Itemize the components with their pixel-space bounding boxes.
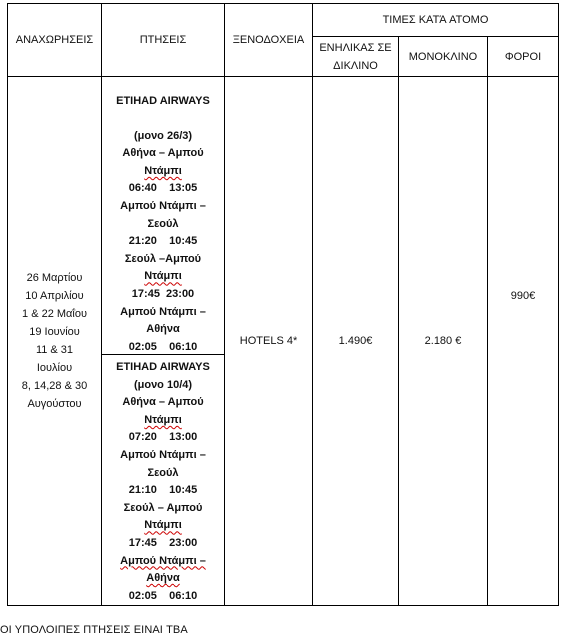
flight-times: 21:20 10:45 <box>128 235 198 248</box>
header-taxes: ΦΟΡΟΙ <box>488 37 559 77</box>
flight-times: 21:10 10:45 <box>128 484 198 497</box>
flight-times: 07:20 13:00 <box>128 431 198 444</box>
departure-date-line: Αυγούστου <box>27 398 82 410</box>
departure-date-line: 11 & 31 <box>35 344 74 356</box>
flight-times: 17:45 23:00 <box>131 287 195 300</box>
adult-double-price: 1.490€ <box>313 77 399 606</box>
flight-times: 17:45 23:00 <box>128 536 198 549</box>
route-line: Σεούλ –Αμπού <box>124 252 202 265</box>
airline-name: ETIHAD AIRWAYS <box>116 95 210 107</box>
hotel-cell: HOTELS 4* <box>225 77 313 606</box>
header-departures: ΑΝΑΧΩΡΗΣΕΙΣ <box>8 4 102 77</box>
flight-times: 06:40 13:05 <box>128 182 198 195</box>
route-line: Αθήνα <box>146 572 180 585</box>
header-single: ΜΟΝΟΚΛΙΝΟ <box>399 37 488 77</box>
flight-block <box>102 77 224 355</box>
departure-date-line: Ιουλίου <box>36 362 73 374</box>
flight-note: (μονο 10/4) <box>133 378 193 391</box>
route-line: Σεούλ – Αμπού <box>123 501 203 514</box>
departure-date-line: 1 & 22 Μαΐου <box>22 308 87 320</box>
flight-block <box>102 355 224 605</box>
header-flights: ΠΤΗΣΕΙΣ <box>102 4 225 77</box>
route-line: Αθήνα – Αμπού <box>122 396 204 409</box>
departure-date-line: 8, 14,28 & 30 <box>21 380 88 392</box>
header-prices-per-person: ΤΙΜΕΣ ΚΑΤΆ ΑΤΟΜΟ <box>313 4 559 37</box>
taxes-price: 990€ <box>510 290 536 302</box>
route-line: Αμπού Ντάμπι – <box>120 554 206 567</box>
route-line: Αμπού Ντάμπι – <box>120 305 206 318</box>
route-line: Σεούλ <box>147 217 179 230</box>
header-adult-double: ΕΝΗΛΙΚΑΣ ΣΕ ΔΙΚΛΙΝΟ <box>313 37 399 77</box>
route-line: Ντάμπι <box>144 519 182 532</box>
pricing-table <box>7 3 559 606</box>
route-line: Αμπού Ντάμπι – <box>120 448 206 461</box>
route-line: Σεούλ <box>147 466 179 479</box>
route-line: Αμπού Ντάμπι – <box>120 199 206 212</box>
route-line: Ντάμπι <box>144 270 182 283</box>
departure-dates-cell <box>8 77 102 606</box>
airline-name: ETIHAD AIRWAYS <box>116 361 210 373</box>
flights-cell <box>102 77 225 606</box>
flight-times: 02:05 06:10 <box>128 340 198 353</box>
departure-date-line: 10 Απριλίου <box>25 290 84 302</box>
single-price: 2.180 € <box>399 77 488 606</box>
route-line: Ντάμπι <box>144 164 182 177</box>
departure-date-line: 19 Ιουνίου <box>29 326 80 338</box>
flight-note: (μονο 26/3) <box>133 129 193 142</box>
taxes-cell <box>488 77 559 606</box>
departure-date-line: 26 Μαρτίου <box>26 272 83 284</box>
route-line: Αθήνα – Αμπού <box>122 147 204 160</box>
route-line: Αθήνα <box>146 323 180 336</box>
flight-times: 02:05 06:10 <box>128 589 198 602</box>
header-hotels: ΞΕΝΟΔΟΧΕΙΑ <box>225 4 313 77</box>
route-line: Ντάμπι <box>144 413 182 426</box>
footer-note: ΟΙ ΥΠΟΛΟΙΠΕΣ ΠΤΗΣΕΙΣ ΕΙΝΑΙ TBA <box>0 624 188 636</box>
